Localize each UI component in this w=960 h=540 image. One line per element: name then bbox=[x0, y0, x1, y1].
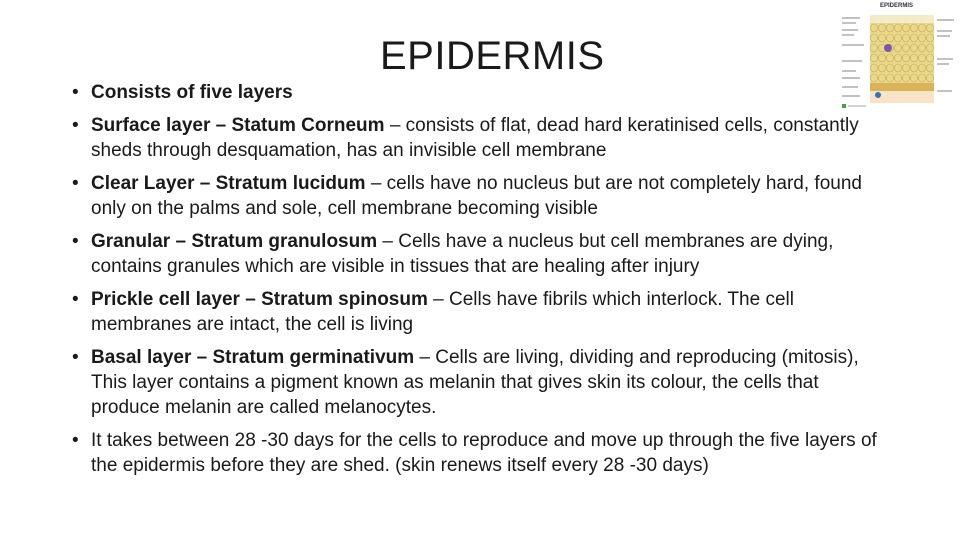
bullet-description: It takes between 28 -30 days for the cells to reproduce and move up through the five layers of the epidermis before they are shed. (skin renews itself every 28 -30 days) bbox=[91, 430, 877, 476]
bullet-item bbox=[72, 113, 892, 163]
bullet-icon: • bbox=[72, 115, 79, 136]
epidermis-diagram-image bbox=[838, 3, 958, 113]
bullet-icon: • bbox=[72, 430, 79, 451]
bullet-icon: • bbox=[72, 231, 79, 252]
bullet-item bbox=[72, 287, 892, 337]
epidermis-diagram-thumbnail bbox=[838, 3, 958, 113]
bullet-icon: • bbox=[72, 173, 79, 194]
bullet-term: Clear Layer – Stratum lucidum bbox=[91, 173, 366, 194]
bullet-item bbox=[72, 345, 892, 420]
bullet-term: Basal layer – Stratum germinativum bbox=[91, 347, 415, 368]
bullet-description: – Cells have fibrils which interlock. The cell membranes are intact, the cell is living bbox=[91, 289, 794, 335]
bullet-item bbox=[72, 229, 892, 279]
bullet-description: – Cells are living, dividing and reproducing (mitosis), This layer contains a pigment known as melanin that gives skin its colour, the cells that produce melanin are called melanocytes. bbox=[91, 347, 859, 418]
bullet-list bbox=[72, 80, 892, 486]
bullet-item bbox=[72, 428, 892, 478]
bullet-description: – Cells have a nucleus but cell membranes are dying, contains granules which are visible in tissues that are healing after injury bbox=[91, 231, 834, 277]
slide-title: EPIDERMIS bbox=[380, 34, 605, 78]
bullet-term: Consists of five layers bbox=[91, 82, 293, 103]
bullet-term: Granular – Stratum granulosum bbox=[91, 231, 378, 252]
bullet-item bbox=[72, 80, 892, 105]
bullet-term: Prickle cell layer – Stratum spinosum bbox=[91, 289, 428, 310]
bullet-icon: • bbox=[72, 289, 79, 310]
bullet-item bbox=[72, 171, 892, 221]
bullet-icon: • bbox=[72, 347, 79, 368]
diagram-title: EPIDERMIS bbox=[880, 3, 914, 9]
bullet-icon: • bbox=[72, 82, 79, 103]
bullet-description: – consists of flat, dead hard keratinised cells, constantly sheds through desquamation, has an invisible cell membrane bbox=[91, 115, 859, 161]
bullet-term: Surface layer – Statum Corneum bbox=[91, 115, 385, 136]
bullet-description: – cells have no nucleus but are not completely hard, found only on the palms and sole, cell membrane becoming visible bbox=[91, 173, 862, 219]
